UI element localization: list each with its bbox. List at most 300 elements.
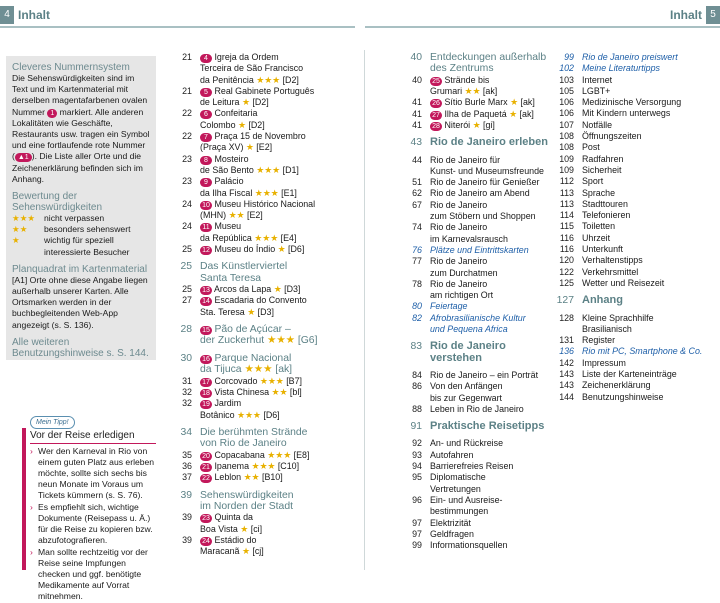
toc-page-number [166,75,192,86]
toc-entry[interactable] [552,267,716,278]
toc-entry[interactable] [166,75,356,86]
toc-entry-label: Confeitaria [214,108,258,119]
toc-entry-label: Radfahren [582,153,624,164]
toc-entry-label: Internet [582,74,613,85]
toc-entry[interactable] [166,387,356,398]
toc-page-number [166,524,192,535]
sight-number-icon: 15 [200,326,212,335]
toc-entry-label: Niterói ★ [gi] [444,120,495,130]
toc-page-number: 92 [412,438,422,449]
toc-entry[interactable] [552,52,716,63]
toc-entry-label: Zeichenerklärung [582,380,651,391]
tip-item: › Wer den Karneval in Rio von einem guten Platz aus erleben möchte, sollte sich sechs bis neun Monate im Voraus um Tickets kümmern (s. S. 76). [30,446,155,500]
toc-entry-label: Geldfragen [430,528,474,539]
toc-entry[interactable] [398,540,548,551]
toc-chapter-title: Praktische Reisetipps [430,420,545,433]
toc-entry-label: zum Durchatmen [430,267,498,278]
toc-page-number [166,210,192,221]
toc-entry[interactable] [552,120,716,131]
toc-entry[interactable] [166,261,356,272]
toc-entry[interactable] [398,137,548,148]
header-rule-right [365,26,720,28]
toc-entry[interactable] [398,188,548,199]
toc-entry-label: Escadaria do Convento [214,295,307,306]
toc-page-number: 109 [559,153,574,164]
toc-entry[interactable] [398,211,548,222]
toc-entry-label: Museu Histórico Nacional [214,198,316,209]
toc-entry[interactable] [552,244,716,255]
toc-entry[interactable] [398,234,548,245]
toc-page-number: 106 [559,97,574,108]
toc-entry-label: Mit Kindern unterwegs [582,108,671,119]
toc-page-number: 128 [559,312,574,323]
toc-page-number: 116 [559,244,574,255]
toc-entry-label: Autofahren [430,449,474,460]
toc-page-number: 82 [412,312,422,323]
toc-entry[interactable] [552,86,716,97]
toc-entry[interactable] [166,535,356,546]
toc-section-title: der Zuckerhut ★★★ [G6] [200,335,318,347]
toc-page-number: 34 [180,426,192,438]
sight-number-icon: 22 [200,474,212,483]
toc-entry-label: Ipanema ★★★ [C10] [214,460,300,471]
sight-number-icon: 6 [200,110,212,119]
star-icon: ★★ [12,224,28,235]
toc-entry[interactable] [166,221,356,232]
toc-entry[interactable] [398,155,548,166]
toc-entry[interactable] [166,450,356,461]
toc-entry[interactable] [552,176,716,187]
toc-entry-label: am richtigen Ort [430,290,494,301]
toc-entry-label: Meine Literaturtipps [582,63,660,74]
toc-entry[interactable] [398,97,548,108]
toc-entry[interactable] [166,284,356,295]
toc-entry[interactable] [552,63,716,74]
toc-entry[interactable] [552,199,716,210]
toc-page-number: 84 [412,369,422,380]
toc-page-number: 28 [180,324,192,336]
toc-page-number: 22 [182,108,192,119]
toc-entry[interactable] [166,120,356,131]
toc-entry[interactable] [398,200,548,211]
sight-number-icon: 28 [430,122,442,131]
toc-page-number: 25 [180,261,192,273]
toc-entry-label: Sport [582,176,604,187]
toc-column-1 [166,52,356,558]
toc-entry[interactable] [166,546,356,557]
toc-entry[interactable] [552,358,716,369]
toc-entry-label: Impressum [582,357,626,368]
rating-row: ★★ besonders sehenswert [12,224,131,235]
toc-page-number [398,393,422,404]
toc-page-number: 23 [182,176,192,187]
toc-section-title: Parque Nacional [214,352,292,364]
toc-entry[interactable] [552,165,716,176]
toc-entry[interactable] [398,86,548,97]
toc-entry[interactable] [398,450,548,461]
arrow-icon: › [30,446,33,456]
sight-number-icon: 19 [200,400,212,409]
sight-number-icon: 12 [200,246,212,255]
toc-entry[interactable] [398,222,548,233]
toc-entry[interactable] [552,131,716,142]
toc-entry[interactable] [166,427,356,438]
toc-entry[interactable] [166,210,356,221]
toc-page-number: 39 [182,512,192,523]
sight-number-icon: 8 [200,156,212,165]
toc-entry[interactable] [166,63,356,74]
toc-entry-label: Jardim [214,398,242,409]
toc-entry-label: (Praça XV) ★ [E2] [200,142,273,153]
toc-entry[interactable] [398,290,548,301]
toc-entry[interactable] [166,176,356,187]
toc-entry[interactable] [398,166,548,177]
sight-number-icon: 24 [200,537,212,546]
toc-page-number [398,484,422,495]
toc-entry[interactable] [552,295,716,306]
toc-entry-label: Corcovado ★★★ [B7] [214,375,302,386]
toc-page-number: 136 [559,346,574,357]
toc-page-number: 144 [559,391,574,402]
toc-page-number [398,353,422,364]
toc-entry-label: im Karnevalsrausch [430,233,508,244]
toc-entry-label: Museu do Índio ★ [D6] [214,244,305,255]
toc-page-number: 125 [559,277,574,288]
toc-entry-label: Öffnungszeiten [582,131,642,142]
toc-page-number: 97 [412,528,422,539]
toc-page-number: 25 [182,284,192,295]
toc-entry[interactable] [552,188,716,199]
toc-entry[interactable] [166,410,356,421]
toc-entry[interactable] [398,472,548,483]
toc-entry[interactable] [398,268,548,279]
toc-entry[interactable] [398,518,548,529]
toc-page-number [166,546,192,557]
toc-page-number: 120 [559,255,574,266]
toc-entry-label: Igreja da Ordem [214,52,279,62]
toc-entry[interactable] [166,472,356,483]
toc-entry-label: Toiletten [582,221,616,232]
toc-page-number: 24 [182,221,192,232]
toc-entry[interactable] [398,421,548,432]
info-text-numbers: Die Sehenswürdigkeiten sind im Text und im Kartenmaterial mit derselben magentafarbenen ovalen Nummer 1 markiert. Alle anderen Lokalitäten wie Geschäfte, Restaurants usw. tragen ein Symbol und eine fortlaufende rote Nummer ( ▲1 ). Die Liste aller Orte und die Zeichenerklärung befinden sich im Anhang. [12,73,150,184]
toc-entry[interactable] [166,524,356,535]
star-icon: ★★ [243,472,260,483]
toc-entry[interactable] [552,75,716,86]
toc-page-number: 131 [559,335,574,346]
star-icon: ★★★ [256,74,281,85]
toc-page-number: 40 [412,74,422,85]
toc-entry[interactable] [552,154,716,165]
toc-page-number [398,268,422,279]
toc-entry[interactable] [166,108,356,119]
toc-entry[interactable] [166,461,356,472]
toc-entry[interactable] [166,165,356,176]
toc-page-number: 41 [412,108,422,119]
toc-page-number [398,324,422,335]
toc-entry[interactable] [166,295,356,306]
sight-number-icon: 7 [200,133,212,142]
toc-entry-label: Boa Vista ★ [ci] [200,523,263,534]
toc-section-title: Die berühmten Strände [200,426,308,438]
toc-page-number: 109 [559,164,574,175]
toc-entry[interactable] [398,177,548,188]
info-text-grid: [A1] Orte ohne diese Angabe liegen außerhalb unserer Karten. Alle Ortsmarken werden in der buchbegleitenden Web-App angezeigt (s. S. 136). [12,274,148,330]
toc-entry-label: Unterkunft [582,244,623,255]
toc-entry[interactable] [166,154,356,165]
toc-entry-label: zum Stöbern und Shoppen [430,211,536,222]
toc-entry-label: Uhrzeit [582,232,611,243]
star-icon: ★ [247,306,256,317]
toc-entry-label: Estádio do [214,534,257,545]
toc-entry-label: Rio mit PC, Smartphone & Co. [582,346,703,357]
toc-entry[interactable] [398,404,548,415]
star-icon: ★ [240,523,249,534]
toc-entry-label: Ilha de Paquetá ★ [ak] [444,108,534,119]
toc-entry[interactable] [166,233,356,244]
toc-section-title: da Tijuca ★★★ [ak] [200,364,293,376]
toc-entry[interactable] [166,353,356,364]
toc-entry[interactable] [552,233,716,244]
toc-section-title: im Norden der Stadt [200,500,293,512]
sight-number-icon: 4 [200,54,212,63]
star-icon: ★ [241,97,250,108]
sight-number-icon: 10 [200,201,212,210]
toc-entry-label: Quinta da [214,512,253,523]
toc-entry-label: Rio de Janeiro am Abend [430,188,530,199]
toc-entry[interactable] [398,353,548,364]
toc-entry-label: Ein- und Ausreise- [430,494,503,505]
toc-column-2 [398,52,548,551]
toc-entry[interactable] [552,346,716,357]
toc-entry-label: Brasilianisch [582,323,632,334]
toc-page-number: 108 [559,131,574,142]
toc-entry[interactable] [166,376,356,387]
toc-entry[interactable] [552,97,716,108]
toc-entry[interactable] [398,381,548,392]
toc-page-number: 105 [559,85,574,96]
toc-entry[interactable] [552,142,716,153]
toc-entry[interactable] [552,108,716,119]
toc-entry[interactable] [166,52,356,63]
toc-entry[interactable] [166,398,356,409]
toc-entry[interactable] [166,86,356,97]
toc-entry[interactable] [166,364,356,375]
sight-number-icon: 13 [200,286,212,295]
toc-page-number: 41 [412,120,422,130]
toc-page-number: 39 [180,489,192,501]
toc-entry[interactable] [552,380,716,391]
toc-entry[interactable] [166,490,356,501]
toc-page-number: 99 [564,52,574,62]
red-symbol-icon: ▲1 [15,153,32,162]
toc-chapter-title: verstehen [430,351,482,364]
toc-entry[interactable] [398,52,548,63]
toc-entry[interactable] [166,199,356,210]
toc-entry[interactable] [398,75,548,86]
toc-entry[interactable] [398,120,548,131]
toc-entry-label: Barrierefreies Reisen [430,461,514,472]
toc-page-number [398,506,422,517]
toc-page-number [398,211,422,222]
toc-entry-label: Palácio [214,176,244,187]
toc-page-number [166,364,192,375]
toc-entry[interactable] [166,512,356,523]
toc-entry[interactable] [166,97,356,108]
toc-page-number: 80 [412,301,422,312]
star-icon: ★★★ [251,460,276,471]
toc-entry[interactable] [398,393,548,404]
left-page-header [0,6,54,24]
toc-entry-label: bis zur Gegenwart [430,392,503,403]
star-icon: ★ [273,284,282,295]
toc-entry-label: Vista Chinesa ★★ [bl] [214,386,302,397]
toc-entry[interactable] [166,438,356,449]
toc-page-number [398,63,422,74]
toc-page-number: 21 [182,85,192,96]
usage-info-box [6,56,156,360]
toc-entry-label: Rio de Janeiro [430,256,488,267]
toc-page-number: 113 [559,187,574,198]
sight-number-icon: 17 [200,378,212,387]
toc-entry[interactable] [552,210,716,221]
toc-entry-label: Museu [214,221,242,232]
tip-box [30,416,156,603]
toc-page-number: 22 [182,131,192,142]
rating-legend [12,213,150,258]
toc-entry[interactable] [398,506,548,517]
toc-entry-label: (MHN) ★★ [E2] [200,210,263,221]
toc-page-number: 86 [412,381,422,392]
toc-entry[interactable] [398,256,548,267]
toc-entry[interactable] [552,369,716,380]
toc-entry[interactable] [398,324,548,335]
toc-entry[interactable] [398,438,548,449]
star-icon: ★ [509,108,518,119]
toc-entry-label: Verkehrsmittel [582,266,639,277]
toc-entry[interactable] [552,221,716,232]
star-icon: ★★ [271,386,288,397]
toc-entry-label: Rio de Janeiro [430,199,488,210]
toc-entry[interactable] [166,244,356,255]
toc-entry-label: Rio de Janeiro preiswert [582,52,678,62]
toc-page-number: 32 [182,398,192,409]
toc-entry-label: Post [582,142,600,153]
tip-item: › Es empfiehlt sich, wichtige Dokumente (Reisepass u. Ä.) für die Reise zu kopieren bzw. abzufotografieren. [30,502,153,545]
toc-entry-label: da Ilha Fiscal ★★★ [E1] [200,187,297,198]
toc-entry-label: Sprache [582,187,616,198]
sight-number-icon: 14 [200,297,212,306]
sight-number-icon: 20 [200,452,212,461]
toc-page-number: 116 [559,232,574,243]
toc-page-number: 112 [559,176,574,187]
toc-entry[interactable] [552,278,716,289]
toc-entry-label: Grumari ★★ [ak] [430,86,498,97]
toc-entry[interactable] [166,142,356,153]
rating-row: ★ wichtig für speziell interessierte Besucher [12,235,130,257]
star-icon: ★★★ [254,187,279,198]
toc-entry-label: Informationsquellen [430,540,508,551]
toc-page-number [166,165,192,176]
toc-entry-label: Afrobrasilianische Kultur [430,312,526,323]
toc-page-number [166,63,192,74]
toc-entry[interactable] [166,131,356,142]
toc-page-number: 43 [410,137,422,149]
sight-number-icon: 25 [430,77,442,86]
toc-entry[interactable] [398,279,548,290]
toc-page-number: 113 [559,198,574,209]
star-icon: ★ [237,119,246,130]
page-gutter [364,50,365,570]
toc-entry[interactable] [398,495,548,506]
rating-row: ★★★ nicht verpassen [12,213,105,224]
toc-page-number: 95 [412,472,422,483]
toc-entry[interactable] [398,484,548,495]
toc-entry[interactable] [166,324,356,335]
toc-entry[interactable] [552,313,716,324]
toc-entry[interactable] [552,335,716,346]
toc-entry[interactable] [398,63,548,74]
toc-page-number: 103 [559,74,574,85]
toc-entry[interactable] [398,313,548,324]
toc-section-title: Entdeckungen außerhalb [430,52,547,63]
toc-entry[interactable] [166,273,356,284]
star-icon: ★ [241,546,250,557]
toc-entry[interactable] [552,392,716,403]
toc-page-number: 93 [412,449,422,460]
toc-entry[interactable] [166,335,356,346]
arrow-icon: › [30,502,33,512]
star-icon: ★★★ [244,364,273,376]
toc-section-title: von Rio de Janeiro [200,438,287,450]
toc-entry[interactable] [398,301,548,312]
toc-page-number: 96 [412,494,422,505]
toc-page-number: 39 [182,534,192,545]
star-icon: ★★★ [254,232,279,243]
toc-entry-label: Colombo ★ [D2] [200,119,265,130]
toc-entry[interactable] [552,255,716,266]
toc-entry[interactable] [398,461,548,472]
toc-entry[interactable] [398,529,548,540]
star-icon: ★★★ [259,375,284,386]
toc-entry-label: Medizinische Versorgung [582,97,682,108]
toc-entry[interactable] [166,501,356,512]
sight-number-icon: 16 [200,355,212,364]
toc-page-number [166,273,192,284]
toc-entry-label: Leblon ★★ [B10] [214,472,283,483]
toc-entry-label: LGBT+ [582,85,611,96]
magenta-number-icon: 1 [47,109,57,118]
toc-entry-label: bestimmungen [430,506,489,517]
toc-page-number: 127 [556,295,574,307]
toc-entry-label: Vertretungen [430,483,481,494]
toc-entry[interactable] [166,307,356,318]
toc-entry-label: und Pequena Africa [430,324,508,335]
toc-page-number: 107 [559,119,574,130]
toc-entry[interactable] [552,324,716,335]
toc-entry[interactable] [398,370,548,381]
right-page-number: 5 [706,6,720,24]
toc-entry-label: Arcos da Lapa ★ [D3] [213,284,301,295]
toc-entry-label: Sítio Burle Marx ★ [ak] [444,97,535,108]
sight-number-icon: 9 [200,178,212,187]
toc-page-number [552,324,574,335]
toc-entry[interactable] [398,109,548,120]
toc-entry[interactable] [398,245,548,256]
toc-entry-label: Rio de Janeiro – ein Porträt [430,369,539,380]
toc-entry-label: da Penitência ★★★ [D2] [200,74,299,85]
toc-entry[interactable] [166,188,356,199]
